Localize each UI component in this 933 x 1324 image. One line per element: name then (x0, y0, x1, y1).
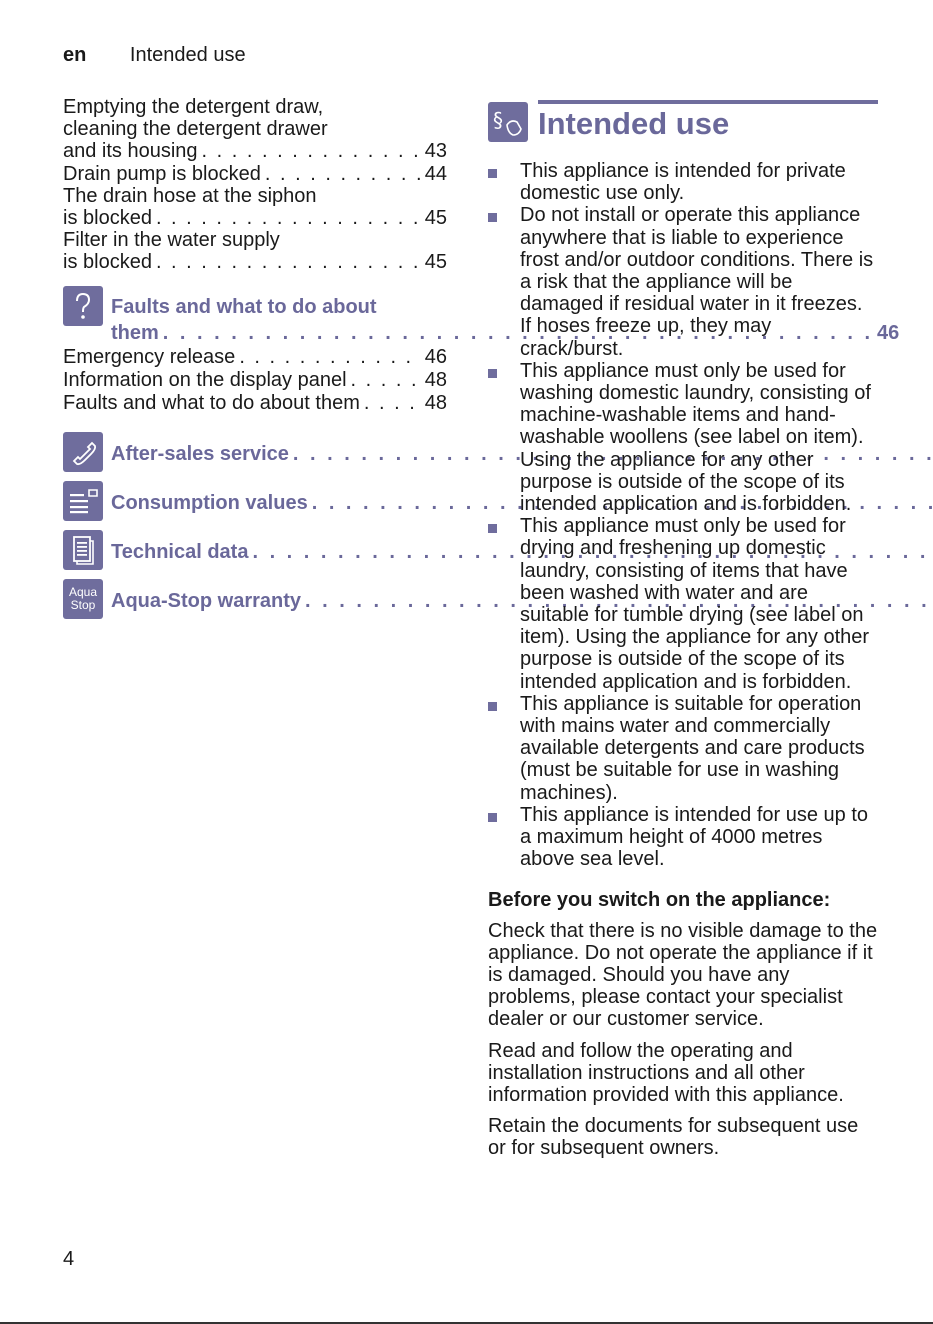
toc-entry[interactable] (63, 346, 447, 368)
toc-section-label: them (111, 321, 159, 344)
toc-section-label: After-sales service (111, 443, 289, 466)
toc-page-number: 46 (877, 321, 900, 344)
toc-section-label: Faults and what to do about (111, 295, 377, 318)
section-paragraph-icon (488, 102, 528, 142)
toc-entry[interactable] (63, 369, 447, 391)
toc-entry-label: is blocked (63, 207, 152, 230)
header-title: Intended use (129, 44, 246, 66)
paragraph: Check that there is no visible damage to the appliance. Do not operate the appliance if it is damaged. Should you have any problems, please contact your specialist dealer or our customer service. (488, 919, 878, 1031)
toc-section-label: Consumption values (111, 492, 308, 515)
question-icon (63, 286, 103, 326)
subheading: Before you switch on the appliance: (488, 888, 831, 911)
toc-section-technical[interactable] (63, 530, 447, 570)
page-header (63, 44, 246, 67)
aqua-stop-icon-text: Stop (70, 598, 96, 613)
toc-entry-line: The drain hose at the siphon (63, 184, 317, 207)
toc-entry-label: Drain pump is blocked (63, 162, 261, 185)
list-item: This appliance is intended for use up to a maximum height of 4000 metres above sea level. (488, 804, 878, 871)
toc-section-faults[interactable] (63, 286, 900, 346)
toc-entry-line: Emptying the detergent draw, (63, 96, 324, 118)
phone-icon (63, 432, 103, 472)
toc-entry-label: Faults and what to do about them (63, 392, 360, 415)
consumption-icon (63, 481, 103, 521)
paragraph: Retain the documents for subsequent use or for subsequent owners. (488, 1115, 859, 1160)
toc-page-number: 48 (424, 392, 447, 415)
toc-entry[interactable] (63, 185, 447, 229)
toc-page-number: 46 (424, 345, 447, 368)
toc-section-label: Technical data (111, 541, 249, 564)
toc-sub-entries (63, 346, 447, 415)
aqua-stop-icon-text: Aqua (68, 585, 98, 600)
toc-page-number: 43 (424, 140, 447, 163)
toc-entry[interactable] (63, 163, 447, 185)
toc-entry[interactable] (63, 392, 447, 414)
page-number: 4 (63, 1248, 75, 1270)
list-item: This appliance must only be used for drying and freshening up domestic laundry, consisting of items that have been washed with water and are suitable for tumble drying (see label on item). Using the appliance for any other purpose is outside of the scope of its intended application and is forbidden. (488, 515, 878, 693)
list-item: This appliance is intended for private domestic use only. (488, 160, 878, 204)
document-icon (63, 530, 103, 570)
list-item: Do not install or operate this appliance anywhere that is liable to experience frost and/or outdoor conditions. There is a risk that the appliance will be damaged if residual water in it freezes. If hoses freeze up, they may crack/burst. (488, 204, 878, 359)
section-header (488, 100, 878, 142)
toc-page-number: 48 (424, 368, 447, 391)
toc-entry-label: and its housing (63, 140, 198, 163)
toc-section-consumption[interactable] (63, 481, 447, 521)
toc-entry[interactable] (63, 229, 447, 273)
aqua-stop-icon (63, 579, 103, 619)
language-code: en (63, 44, 87, 66)
toc-section-label: Aqua-Stop warranty (111, 590, 302, 613)
toc-section-aqua-stop[interactable] (63, 579, 447, 619)
paragraph: Read and follow the operating and installation instructions and all other information provided with this appliance. (488, 1039, 844, 1106)
toc-section-after-sales[interactable] (63, 432, 447, 472)
section-title: Intended use (538, 100, 878, 142)
list-item: This appliance must only be used for washing domestic laundry, consisting of machine-washable items and hand-washable woollens (see label on item). Using the appliance for any other purpose is outside of the scope of its intended application and is forbidden. (488, 360, 878, 515)
toc-entry-label: Information on the display panel (63, 368, 347, 391)
list-item: This appliance is suitable for operation with mains water and commercially available detergents and care products (must be suitable for use in washing machines). (488, 693, 878, 804)
toc-entry-line: cleaning the detergent drawer (63, 118, 328, 141)
toc-entry-label: is blocked (63, 251, 152, 274)
intended-use-section (488, 100, 878, 1169)
toc-entry[interactable] (63, 96, 447, 163)
toc-page-number: 45 (424, 251, 447, 274)
toc-page-number: 45 (424, 207, 447, 230)
toc-entry-line: Filter in the water supply (63, 229, 280, 252)
toc-page-number: 44 (424, 162, 447, 185)
usage-bullet-list (488, 160, 878, 871)
toc-entry-label: Emergency release (63, 345, 236, 368)
svg-text:§: § (493, 108, 503, 132)
